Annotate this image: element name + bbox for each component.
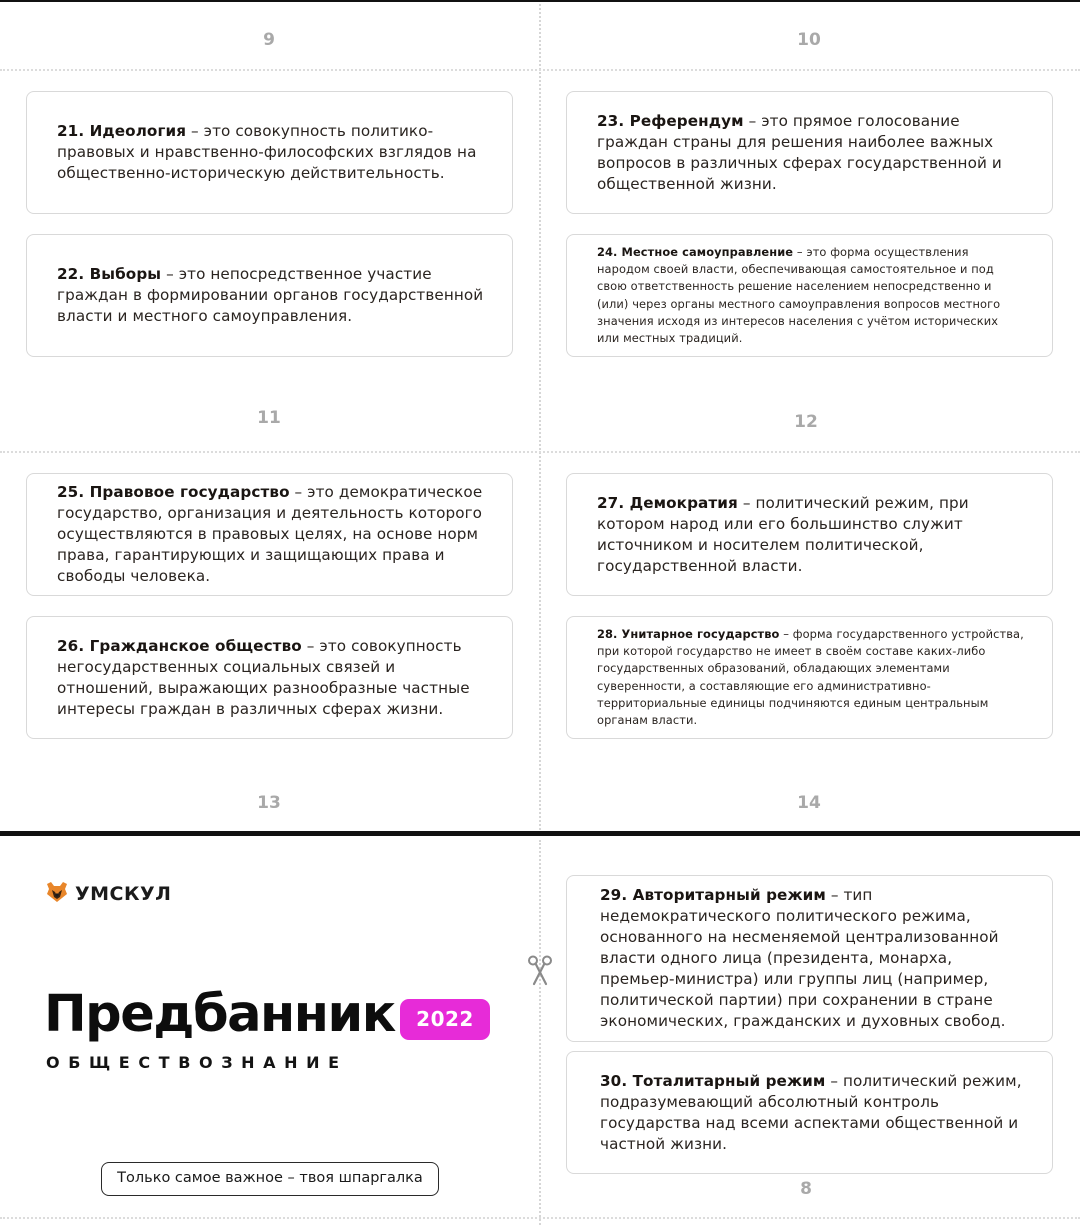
term: 26. Гражданское общество <box>57 636 302 655</box>
definition: – это форма осуществления народом своей власти, обеспечивающая самостоятельное и под свою ответственность решение населением непосредственно и (или) через органы местного самоуправления вопросов местного значения исходя из интересов населения с учётом исторических или местных традиций. <box>597 244 1001 346</box>
definition: – это непосредственное участие граждан в формировании органов государственной власти и местного самоуправления. <box>57 265 484 325</box>
term: 25. Правовое государство <box>57 483 290 501</box>
definition-card-29 <box>566 875 1053 1042</box>
definition: – это демократическое государство, организация и деятельность которого осуществляются в правовых целях, на основе норм права, гарантирующих и защищающих права и свободы человека. <box>57 483 483 585</box>
term: 24. Местное самоуправление <box>597 244 794 259</box>
definition-text <box>597 111 1024 195</box>
page-number-14: 14 <box>797 793 821 813</box>
definition-card-22 <box>26 234 513 357</box>
horizontal-cut-line-3 <box>0 1217 1080 1219</box>
brand-name: УМСКУЛ <box>75 883 172 905</box>
page-number-11: 11 <box>257 408 281 428</box>
scissors-icon <box>526 955 554 987</box>
definition-card-23 <box>566 91 1053 214</box>
definition-text <box>597 244 1024 348</box>
tagline-box: Только самое важное – твоя шпаргалка <box>101 1162 439 1196</box>
term: 28. Унитарное государство <box>597 626 780 641</box>
definition-text <box>57 482 484 587</box>
definition-text <box>600 1071 1024 1155</box>
subject-subtitle: ОБЩЕСТВОЗНАНИЕ <box>46 1053 348 1072</box>
definition: – форма государственного устройства, при которой государство не имеет в своём составе каких-либо государственных образований, обладающих элементами суверенности, а составляющие его административно-территориальные единицы подчиняются единым центральным органам власти. <box>597 626 1024 728</box>
definition: – политический режим, при котором народ или его большинство служит источником и носителем политической, государственной власти. <box>597 493 969 575</box>
definition: – политический режим, подразумевающий абсолютный контроль государства над всеми аспектами общественной и частной жизни. <box>600 1071 1022 1153</box>
definition-card-26 <box>26 616 513 739</box>
page-number-8: 8 <box>800 1179 812 1199</box>
definition: – это прямое голосование граждан страны для решения наиболее важных вопросов в различных сферах государственной и общественной жизни. <box>597 111 1002 193</box>
definition: – это совокупность политико-правовых и нравственно-философских взглядов на общественно-историческую действительность. <box>57 122 477 182</box>
term: 21. Идеология <box>57 122 187 140</box>
cover-title: Предбанник <box>44 985 395 1044</box>
year-badge: 2022 <box>400 999 490 1040</box>
page-number-13: 13 <box>257 793 281 813</box>
definition: – это совокупность негосударственных социальных связей и отношений, выражающих разнообразные частные интересы граждан в различных сферах жизни. <box>57 636 470 718</box>
bear-logo-icon <box>45 881 69 907</box>
definition-text <box>597 626 1024 730</box>
brand-logo <box>45 881 171 907</box>
definition-card-30 <box>566 1051 1053 1174</box>
definition-text <box>600 885 1024 1032</box>
horizontal-cut-line-1 <box>0 69 1080 71</box>
definition-card-25 <box>26 473 513 596</box>
section-divider <box>0 831 1080 836</box>
term: 30. Тоталитарный режим <box>600 1071 826 1090</box>
horizontal-cut-line-2 <box>0 451 1080 453</box>
definition-card-27 <box>566 473 1053 596</box>
definition-card-21 <box>26 91 513 214</box>
top-divider <box>0 0 1080 2</box>
definition-text <box>57 121 484 184</box>
term: 27. Демократия <box>597 493 738 512</box>
definition-card-28 <box>566 616 1053 739</box>
term: 29. Авторитарный режим <box>600 886 826 904</box>
definition-text <box>57 264 484 327</box>
term: 22. Выборы <box>57 265 162 283</box>
definition-text <box>57 636 484 720</box>
vertical-cut-line-bottom <box>539 840 541 1225</box>
vertical-cut-line-top <box>539 4 541 830</box>
page-number-10: 10 <box>797 30 821 50</box>
term: 23. Референдум <box>597 111 744 130</box>
definition-text <box>597 493 1024 577</box>
definition: – тип недемократического политического режима, основанного на несменяемой централизованной власти одного лица (президента, монарха, премьер-министра) или группы лиц (например, политической партии) при сохранении в стране экономических, гражданских и духовных свобод. <box>600 886 1006 1030</box>
definition-card-24 <box>566 234 1053 357</box>
page-number-9: 9 <box>263 30 275 50</box>
page-number-12: 12 <box>794 412 818 432</box>
